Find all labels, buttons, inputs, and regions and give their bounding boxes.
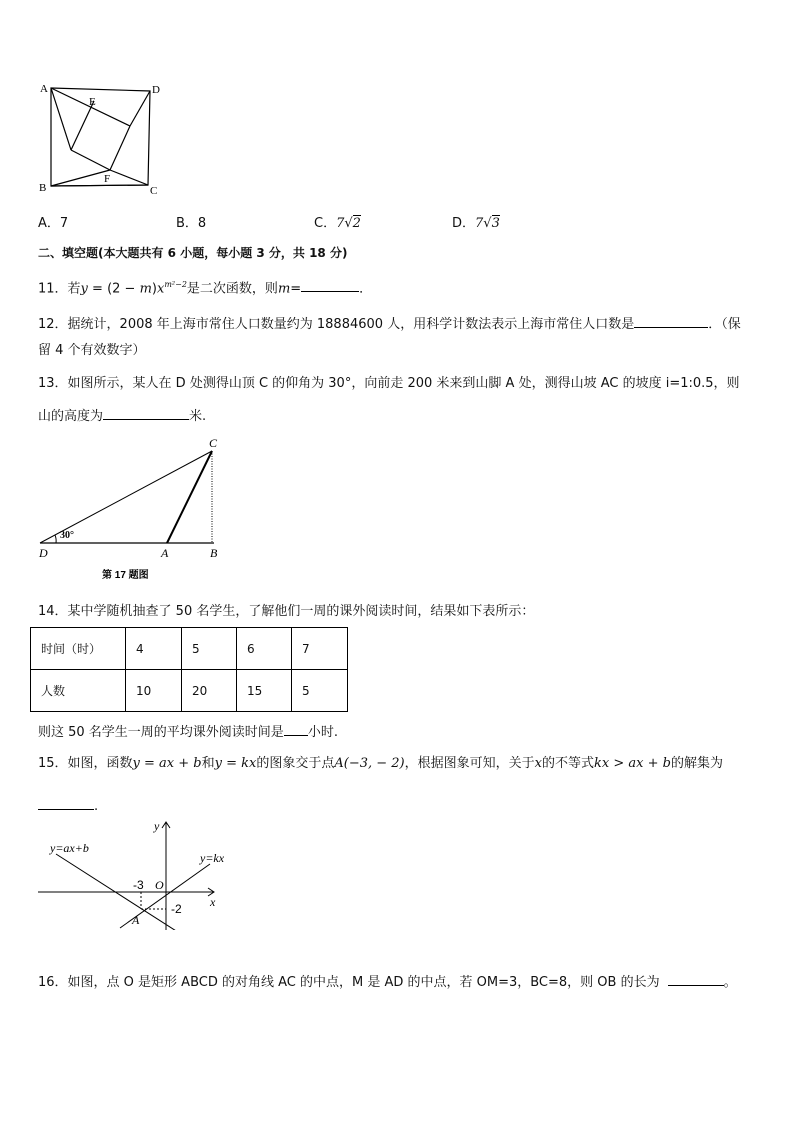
table-cell: 15 [237,670,292,712]
line-DC [130,91,150,126]
table-cell: 时间（时） [31,628,126,670]
table-cell: 5 [292,670,348,712]
question-12-line1: 12．据统计，2008 年上海市常住人口数量约为 18884600 人，用科学计数法表示上海市常住人口数是 ．（保 [38,313,741,334]
answer-blank-12 [634,313,708,328]
label-line2: y=kx [200,851,225,865]
label-origin: O [155,878,164,892]
question-13-line2: 山的高度为 米. [38,405,206,426]
question-11: 11．若$y = (2 - m)x^{m^2-2}$是二次函数，则m= ． [38,276,372,298]
figure-caption: 第 17 题图 [102,570,149,581]
label-line1: y=ax+b [50,841,89,855]
option-d: D．7√3 [452,216,500,231]
answer-blank-14 [284,721,308,736]
line-FC [110,170,148,185]
label-neg3: -3 [133,878,144,892]
question-13-line1: 13．如图所示，某人在 D 处测得山顶 C 的仰角为 30°，向前走 200 米来到山脚 A 处，测得山坡 AC 的坡度 i=1:0.5，则 [38,376,740,391]
line-EF [71,150,110,170]
table-cell: 10 [126,670,182,712]
table-row [31,670,348,712]
answer-blank-13 [103,405,189,420]
line-BC [51,185,148,186]
answer-blank-15 [38,795,94,810]
label-E: E [89,96,96,108]
question-15: 15．如图，函数y = ax + b和y = kx的图象交于点A(−3, − 2)，根据图象可知，关于x的不等式kx > ax + b的解集为 [38,756,723,771]
label-D: D [39,546,48,560]
label-x: x [210,895,216,909]
label-A: A [161,546,169,560]
question-14: 14．某中学随机抽查了 50 名学生，了解他们一周的课外阅读时间，结果如下表所示： [38,604,535,619]
label-D: D [152,84,160,96]
square-figure [34,78,168,198]
label-C: C [150,185,158,197]
option-c: C．7√2 [314,216,361,231]
label-B: B [210,546,218,560]
line-inner [71,101,94,150]
sqrt-sign: √ [344,216,353,231]
table-cell: 6 [237,628,292,670]
line-AE [51,88,71,150]
section-title: 二、填空题(本大题共有 6 小题，每小题 3 分，共 18 分) [38,246,348,260]
slope-AC [167,451,212,543]
answer-blank-16 [668,971,724,986]
label-A: A [40,83,48,95]
table-cell: 人数 [31,670,126,712]
function-graph [34,818,234,930]
table-cell: 20 [182,670,237,712]
table-cell: 4 [126,628,182,670]
question-15-line2: . [38,795,98,816]
option-a: A．7 [38,216,69,231]
sqrt-sign: √ [483,216,492,231]
label-y: y [154,819,160,833]
mountain-figure [34,432,234,584]
outer-square [51,88,150,186]
label-B: B [39,182,47,194]
angle-label: 30° [60,530,74,541]
answer-blank-11 [301,277,359,292]
table-cell: 5 [182,628,237,670]
line-inner2 [110,126,130,170]
angle-arc [55,535,56,543]
label-C: C [209,436,218,450]
question-14-after: 则这 50 名学生一周的平均课外阅读时间是 小时. [38,721,338,742]
question-12-line2: 留 4 个有效数字） [38,343,146,358]
label-neg2: -2 [171,902,182,916]
table-row [31,628,348,670]
reading-time-table [30,627,348,712]
label-F: F [104,173,111,185]
table-cell: 7 [292,628,348,670]
line-BF [51,170,110,186]
option-b: B．8 [176,216,207,231]
label-A: A [132,913,140,927]
question-16: 16．如图，点 O 是矩形 ABCD 的对角线 AC 的中点，M 是 AD 的中点，若 OM=3，BC=8，则 OB 的长为 。 [38,971,737,992]
